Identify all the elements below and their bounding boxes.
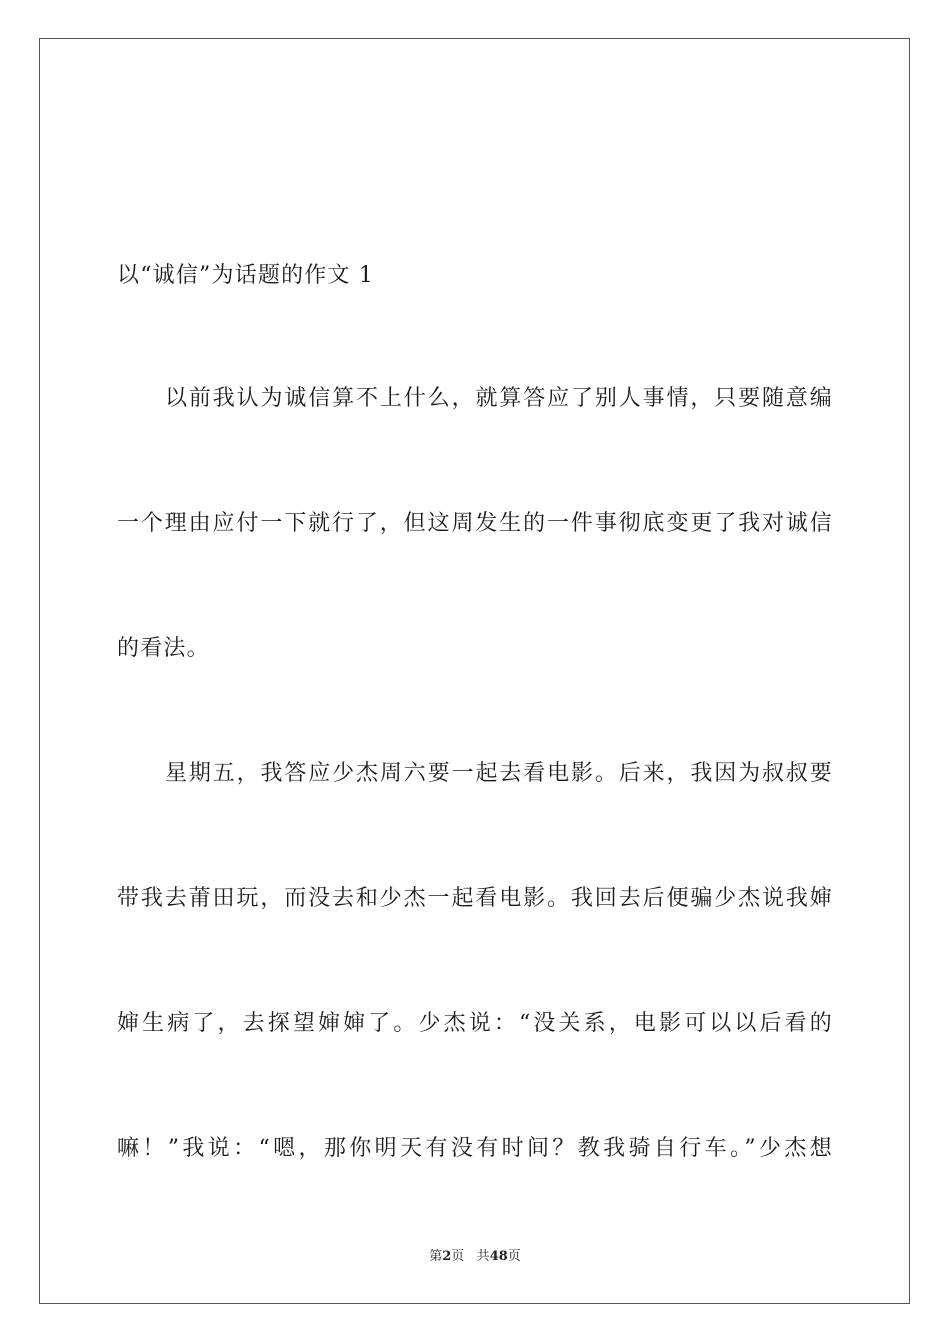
paragraph-2-line-1: 星期五，我答应少杰周六要一起去看电影。后来，我因为叔叔要 <box>165 761 833 786</box>
footer-total-prefix: 共 <box>476 1249 490 1264</box>
paragraph-1-line-2: 一个理由应付一下就行了，但这周发生的一件事彻底变更了我对诚信 <box>117 511 833 536</box>
footer-prefix: 第 <box>429 1249 443 1264</box>
paragraph-1-line-1: 以前我认为诚信算不上什么，就算答应了别人事情，只要随意编 <box>165 386 833 411</box>
footer-page-number: 2 <box>442 1249 452 1264</box>
footer-total-pages: 48 <box>489 1249 508 1264</box>
paragraph-1-line-3: 的看法。 <box>117 636 210 661</box>
paragraph-2-line-3: 婶生病了，去探望婶婶了。少杰说：“没关系，电影可以以后看的 <box>117 1011 833 1036</box>
footer-page-suffix: 页 <box>451 1249 465 1264</box>
essay-title: 以“诚信”为话题的作文 1 <box>117 263 375 288</box>
page-footer <box>0 1248 950 1266</box>
paragraph-2-line-2: 带我去莆田玩，而没去和少杰一起看电影。我回去后便骗少杰说我婶 <box>117 886 833 911</box>
paragraph-2-line-4: 嘛！”我说：“嗯，那你明天有没有时间？教我骑自行车。”少杰想 <box>117 1136 833 1161</box>
footer-total-suffix: 页 <box>507 1249 521 1264</box>
page-border <box>39 38 910 1304</box>
